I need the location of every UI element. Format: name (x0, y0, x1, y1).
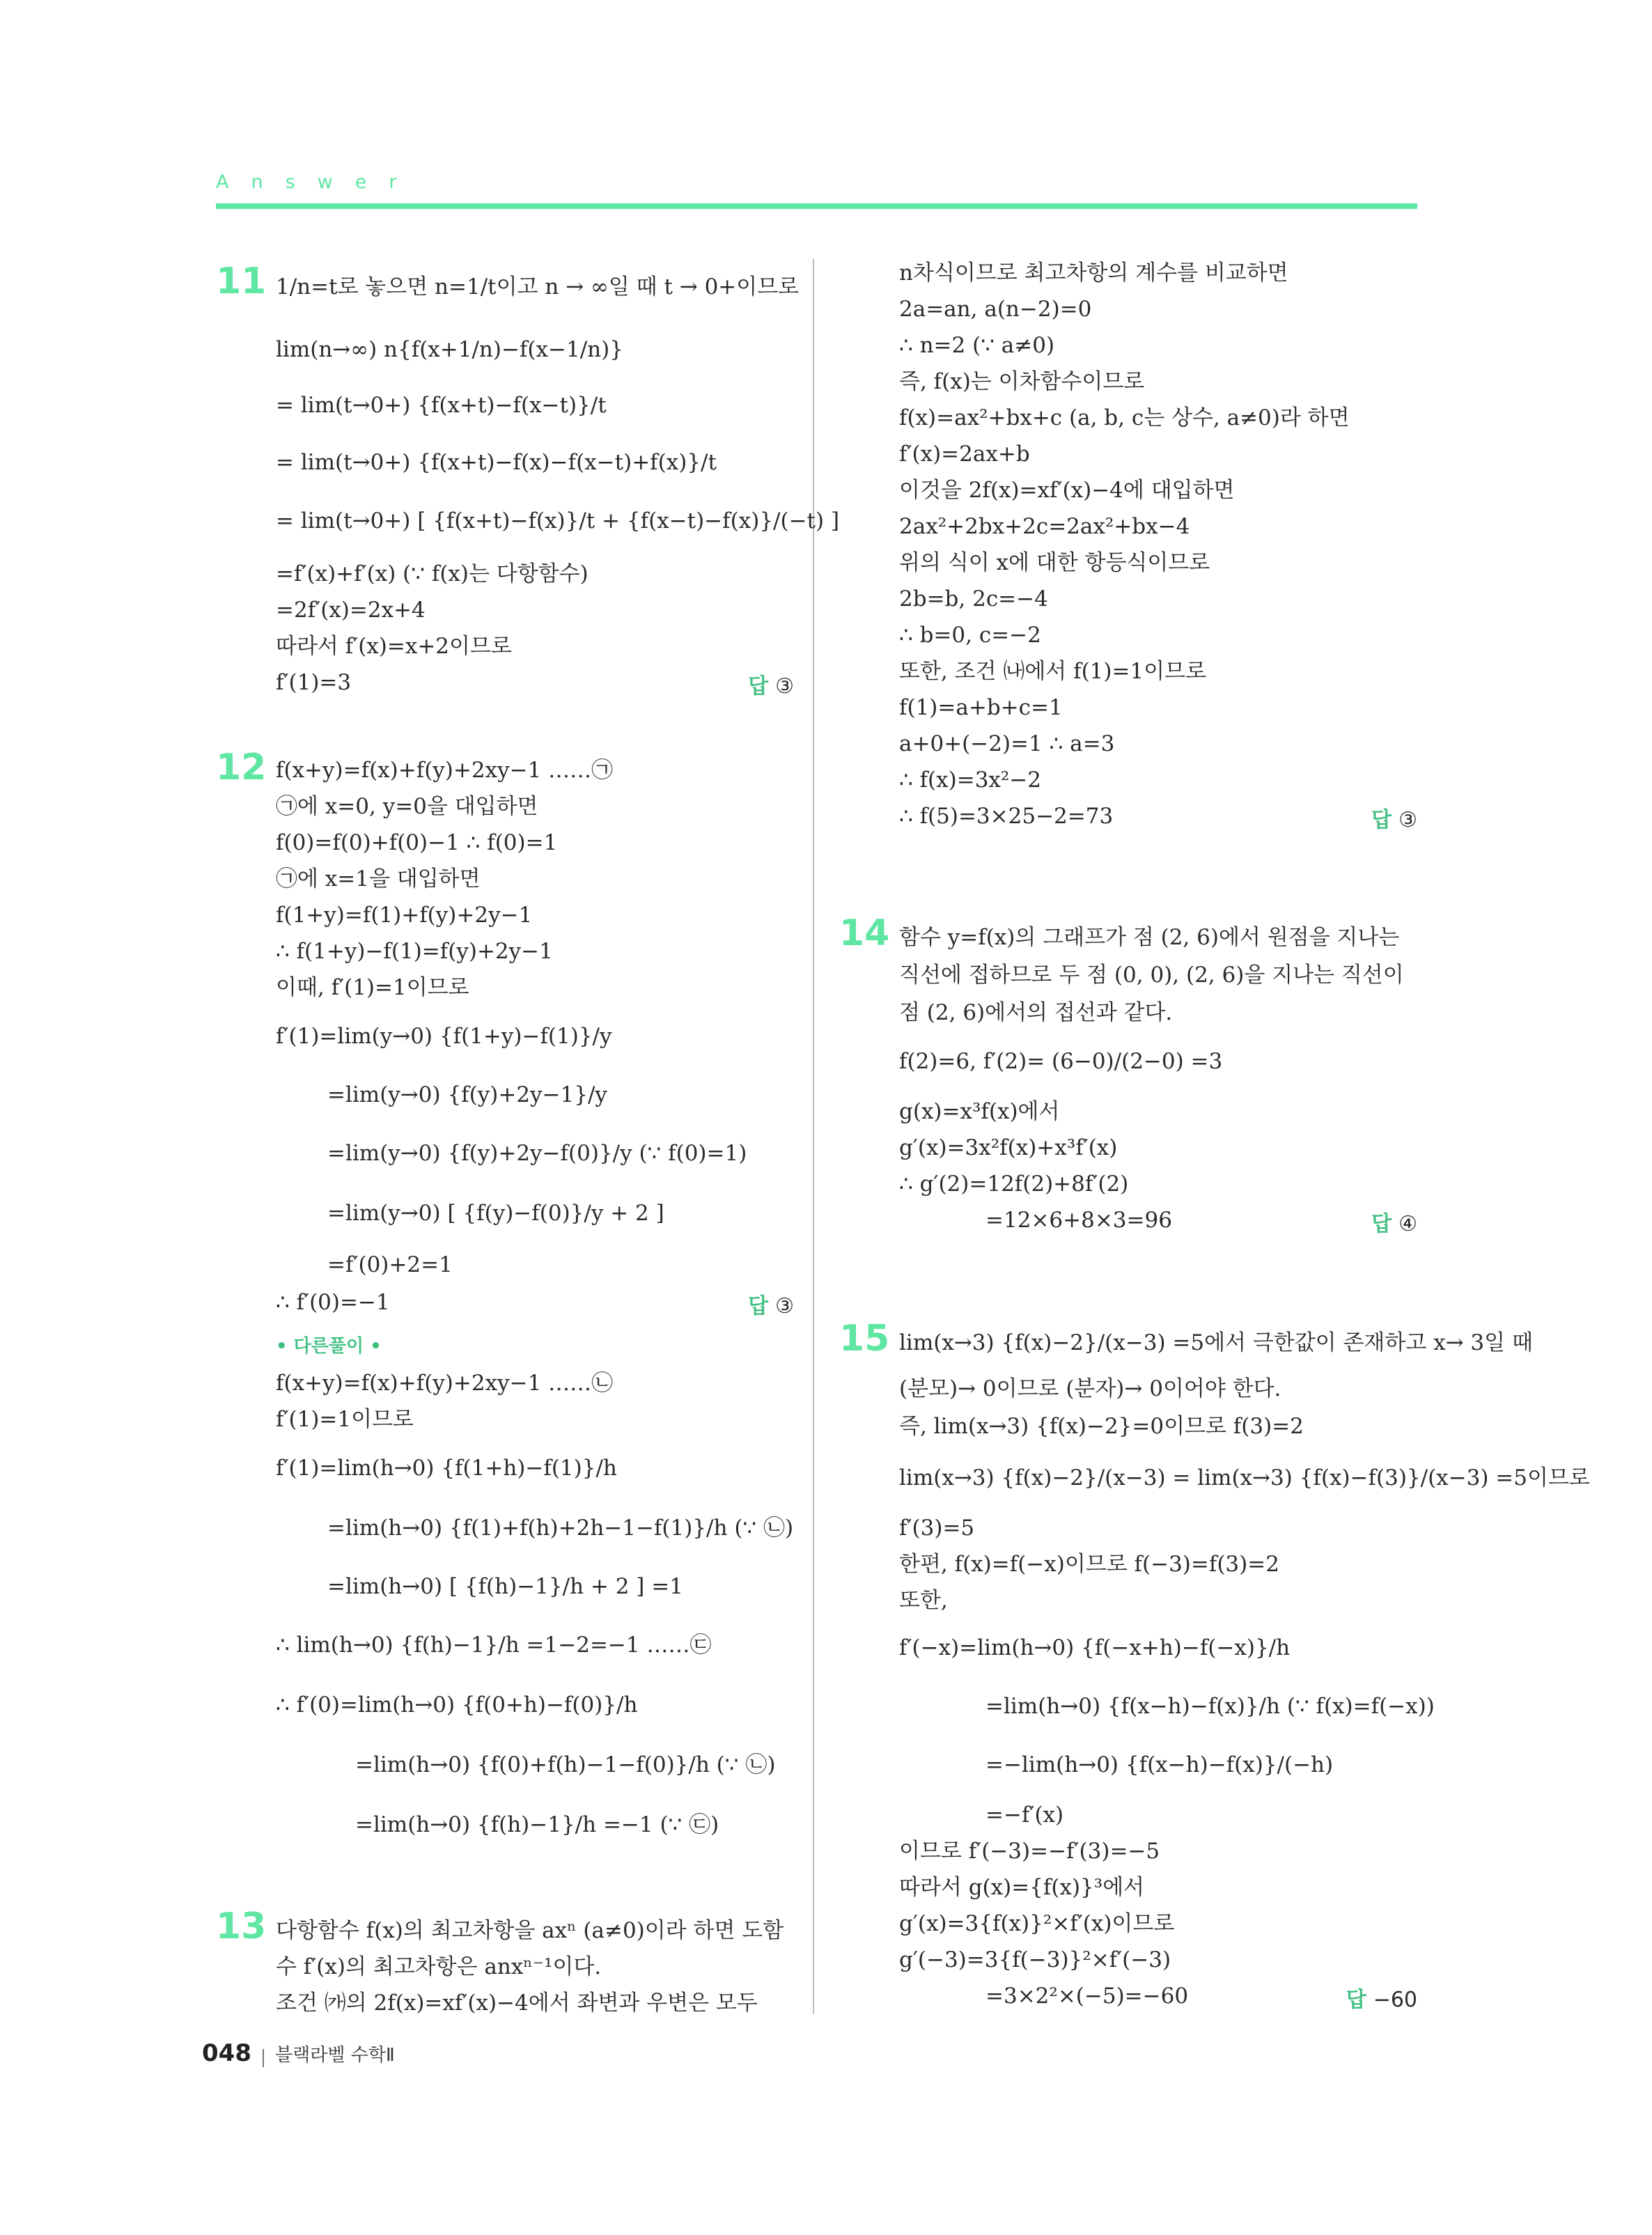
problem-number: 15 (839, 1318, 890, 1360)
solution-line: =−f′(x) (985, 1802, 1064, 1828)
solution-line: = lim(t→0+) {f(x+t)−f(x)−f(x−t)+f(x)}/t (276, 450, 717, 475)
solution-line: f(x+y)=f(x)+f(y)+2xy−1 ……㉠ (276, 758, 614, 783)
solution-line: 또한, (899, 1588, 948, 1613)
solution-line: ∴ b=0, c=−2 (899, 623, 1041, 648)
solution-line: 즉, lim(x→3) {f(x)−2}=0이므로 f(3)=2 (899, 1414, 1304, 1439)
alt-solution-line: =lim(h→0) {f(0)+f(h)−1−f(0)}/h (∵ ㉡) (355, 1752, 776, 1777)
answer (1371, 1206, 1417, 1237)
answer-header-label: Answer (216, 171, 419, 193)
solution-line: = lim(t→0+) {f(x+t)−f(x−t)}/t (276, 393, 607, 418)
solution-line: f′(3)=5 (899, 1516, 975, 1541)
alt-solution-line: =lim(h→0) [ {f(h)−1}/h + 2 ] =1 (327, 1574, 683, 1599)
solution-line: ㉠에 x=1을 대입하면 (276, 866, 481, 891)
solution-line: 수 f′(x)의 최고차항은 anxⁿ⁻¹이다. (276, 1954, 602, 1979)
solution-line: ∴ g′(2)=12f(2)+8f′(2) (899, 1171, 1129, 1197)
solution-line: 2ax²+2bx+2c=2ax²+bx−4 (899, 514, 1190, 539)
solution-line: 직선에 접하므로 두 점 (0, 0), (2, 6)을 지나는 직선이 (899, 963, 1404, 988)
solution-line: f(0)=f(0)+f(0)−1 ∴ f(0)=1 (276, 830, 558, 855)
solution-line: f(1)=a+b+c=1 (899, 695, 1063, 720)
solution-line: ∴ f′(0)=−1 (276, 1290, 390, 1315)
alt-solution-line: =lim(h→0) {f(1)+f(h)+2h−1−f(1)}/h (∵ ㉡) (327, 1516, 794, 1541)
solution-line: =2f′(x)=2x+4 (276, 598, 426, 623)
answer-tag: 답 (748, 674, 769, 699)
solution-line: 이때, f′(1)=1이므로 (276, 975, 469, 1000)
solution-line: 즉, f(x)는 이차함수이므로 (899, 369, 1145, 394)
header-rule (216, 203, 1417, 209)
solution-line: f(1+y)=f(1)+f(y)+2y−1 (276, 903, 533, 928)
answer-value: −60 (1373, 1988, 1417, 2012)
solution-line: g(x)=x³f(x)에서 (899, 1099, 1060, 1124)
answer (748, 1288, 794, 1319)
solution-line: 2a=an, a(n−2)=0 (899, 297, 1092, 322)
solution-line: = lim(t→0+) [ {f(x+t)−f(x)}/t + {f(x−t)−f(x)}/(−t) ] (276, 508, 840, 534)
solution-line: n차식이므로 최고차항의 계수를 비교하면 (899, 260, 1288, 286)
solution-line: g′(x)=3x²f(x)+x³f′(x) (899, 1135, 1118, 1160)
solution-line: g′(−3)=3{f(−3)}²×f′(−3) (899, 1947, 1171, 1972)
page-number: 048 (202, 2039, 251, 2067)
problem-number: 11 (216, 260, 267, 302)
solution-line: ∴ n=2 (∵ a≠0) (899, 333, 1055, 358)
solution-line: f(2)=6, f′(2)= (6−0)/(2−0) =3 (899, 1049, 1223, 1074)
problem-number: 14 (839, 912, 890, 954)
solution-line: =f′(0)+2=1 (327, 1252, 453, 1277)
page-footer (202, 2039, 395, 2067)
answer-tag: 답 (1371, 1212, 1392, 1236)
footer-separator (263, 2049, 264, 2067)
alt-solution-line: =lim(h→0) {f(h)−1}/h =−1 (∵ ㉢) (355, 1812, 719, 1837)
solution-line: 한편, f(x)=f(−x)이므로 f(−3)=f(3)=2 (899, 1552, 1279, 1577)
solution-line: =lim(y→0) [ {f(y)−f(0)}/y + 2 ] (327, 1201, 664, 1226)
answer (1346, 1982, 1417, 2013)
solution-line: 따라서 g(x)={f(x)}³에서 (899, 1875, 1145, 1900)
book-title: 블랙라벨 수학Ⅱ (274, 2045, 395, 2066)
solution-line: g′(x)=3{f(x)}²×f′(x)이므로 (899, 1911, 1175, 1936)
solution-line: =f′(x)+f′(x) (∵ f(x)는 다항함수) (276, 561, 589, 586)
alt-solution-line: f′(1)=1이므로 (276, 1407, 414, 1432)
solution-line: ∴ f(x)=3x²−2 (899, 768, 1042, 793)
solution-line: f′(−x)=lim(h→0) {f(−x+h)−f(−x)}/h (899, 1635, 1291, 1660)
solution-line: =lim(h→0) {f(x−h)−f(x)}/h (∵ f(x)=f(−x)) (985, 1694, 1435, 1719)
alt-solution-line: f′(1)=lim(h→0) {f(1+h)−f(1)}/h (276, 1456, 617, 1481)
answer-tag: 답 (748, 1294, 769, 1318)
alt-solution-line: ∴ f′(0)=lim(h→0) {f(0+h)−f(0)}/h (276, 1692, 638, 1718)
alternative-solution-label: • 다른풀이 • (276, 1336, 382, 1357)
solution-line: lim(x→3) {f(x)−2}/(x−3) =5에서 극한값이 존재하고 x→ 3일 때 (899, 1330, 1533, 1355)
answer-tag: 답 (1371, 808, 1392, 832)
problem-number: 13 (216, 1906, 267, 1947)
solution-line: (분모)→ 0이므로 (분자)→ 0이어야 한다. (899, 1376, 1281, 1401)
solution-line: 다항함수 f(x)의 최고차항을 axⁿ (a≠0)이라 하면 도함 (276, 1918, 784, 1943)
solution-line: 2b=b, 2c=−4 (899, 586, 1048, 612)
answer-value: ③ (775, 1294, 794, 1318)
solution-line: 또한, 조건 ㈏에서 f(1)=1이므로 (899, 659, 1207, 684)
solution-line: f′(x)=2ax+b (899, 442, 1030, 467)
solution-line: 따라서 f′(x)=x+2이므로 (276, 634, 512, 659)
alt-solution-line: f(x+y)=f(x)+f(y)+2xy−1 ……㉡ (276, 1371, 614, 1396)
solution-line: ㉠에 x=0, y=0을 대입하면 (276, 794, 538, 819)
answer-tag: 답 (1346, 1988, 1366, 2012)
answer (1371, 802, 1417, 833)
solution-line: 이것을 2f(x)=xf′(x)−4에 대입하면 (899, 478, 1235, 503)
solution-line: =lim(y→0) {f(y)+2y−f(0)}/y (∵ f(0)=1) (327, 1141, 747, 1166)
solution-line: =−lim(h→0) {f(x−h)−f(x)}/(−h) (985, 1752, 1334, 1777)
solution-line: 위의 식이 x에 대한 항등식이므로 (899, 550, 1210, 575)
solution-line: ∴ f(1+y)−f(1)=f(y)+2y−1 (276, 939, 553, 964)
answer (748, 669, 794, 699)
solution-line: 점 (2, 6)에서의 접선과 같다. (899, 1000, 1173, 1025)
answer-value: ③ (775, 674, 794, 699)
answer-value: ③ (1398, 808, 1417, 832)
alt-solution-line: ∴ lim(h→0) {f(h)−1}/h =1−2=−1 ……㉢ (276, 1633, 712, 1658)
solution-line: a+0+(−2)=1 ∴ a=3 (899, 731, 1115, 756)
solution-line: f(x)=ax²+bx+c (a, b, c는 상수, a≠0)라 하면 (899, 405, 1350, 430)
solution-line: f′(1)=3 (276, 670, 352, 695)
solution-line: 1/n=t로 놓으면 n=1/t이고 n → ∞일 때 t → 0+이므로 (276, 274, 800, 299)
solution-line: lim(n→∞) n{f(x+1/n)−f(x−1/n)} (276, 337, 623, 362)
solution-line: ∴ f(5)=3×25−2=73 (899, 804, 1114, 829)
solution-line: =lim(y→0) {f(y)+2y−1}/y (327, 1082, 607, 1107)
answer-value: ④ (1398, 1212, 1417, 1236)
solution-line: 함수 y=f(x)의 그래프가 점 (2, 6)에서 원점을 지나는 (899, 925, 1400, 950)
solution-line: 이므로 f′(−3)=−f′(3)=−5 (899, 1839, 1160, 1864)
solution-line: =12×6+8×3=96 (985, 1208, 1172, 1233)
solution-line: 조건 ㈎의 2f(x)=xf′(x)−4에서 좌변과 우변은 모두 (276, 1991, 758, 2016)
solution-line: =3×2²×(−5)=−60 (985, 1984, 1189, 2009)
solution-line: f′(1)=lim(y→0) {f(1+y)−f(1)}/y (276, 1024, 612, 1049)
solution-line: lim(x→3) {f(x)−2}/(x−3) = lim(x→3) {f(x)−f(3)}/(x−3) =5이므로 (899, 1465, 1590, 1490)
problem-number: 12 (216, 747, 267, 788)
